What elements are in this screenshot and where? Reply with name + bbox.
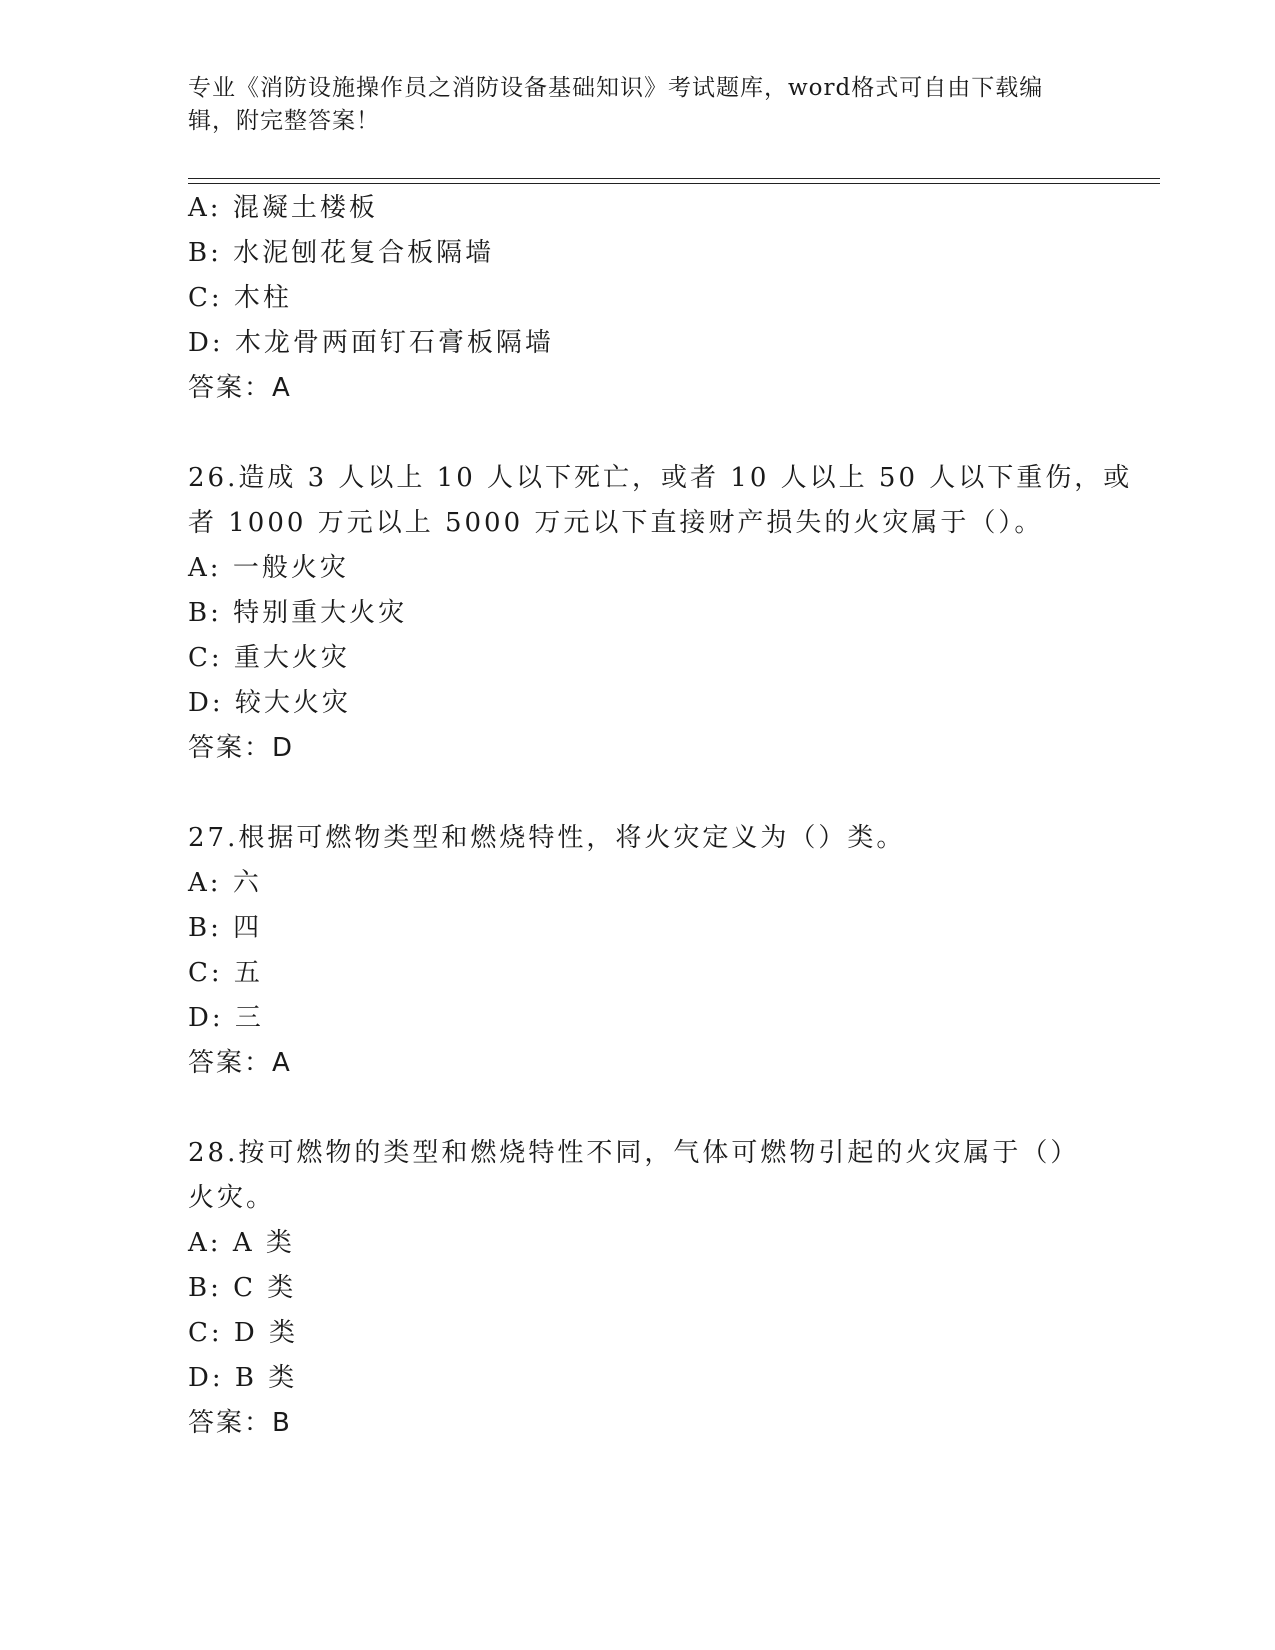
option-d: D: 三 xyxy=(188,1003,264,1033)
question-28-text-cont: 火灾。 xyxy=(188,1183,276,1213)
option-a: A: A 类 xyxy=(188,1228,295,1258)
answer-line: 答案：A xyxy=(188,373,292,403)
option-b: B: 四 xyxy=(188,913,263,943)
option-c: C: 木柱 xyxy=(188,283,292,313)
option-a: A: 一般火灾 xyxy=(188,553,349,583)
option-a: A: 六 xyxy=(188,868,262,898)
option-b: B: 水泥刨花复合板隔墙 xyxy=(188,238,495,268)
option-c: C: D 类 xyxy=(188,1318,299,1348)
header-divider-lower xyxy=(188,183,1160,184)
option-c: C: 五 xyxy=(188,958,263,988)
option-d: D: 木龙骨两面钉石膏板隔墙 xyxy=(188,328,554,358)
option-c: C: 重大火灾 xyxy=(188,643,350,673)
header-divider xyxy=(188,178,1160,179)
option-b: B: C 类 xyxy=(188,1273,297,1303)
option-b: B: 特别重大火灾 xyxy=(188,598,408,628)
answer-line: 答案：A xyxy=(188,1048,292,1078)
question-27-text: 27.根据可燃物类型和燃烧特性，将火灾定义为（）类。 xyxy=(188,823,906,853)
question-28-text: 28.按可燃物的类型和燃烧特性不同，气体可燃物引起的火灾属于（） xyxy=(188,1138,1080,1168)
question-26-text-cont: 者 1000 万元以上 5000 万元以下直接财产损失的火灾属于（）。 xyxy=(188,508,1044,538)
answer-line: 答案：B xyxy=(188,1408,292,1438)
option-d: D: 较大火灾 xyxy=(188,688,351,718)
option-a: A: 混凝土楼板 xyxy=(188,193,378,223)
document-header: 专业《消防设施操作员之消防设备基础知识》考试题库，word格式可自由下载编辑，附完整答案！ xyxy=(188,75,1044,134)
option-d: D: B 类 xyxy=(188,1363,298,1393)
answer-line: 答案：D xyxy=(188,733,295,763)
question-26-text: 26.造成 3 人以上 10 人以下死亡，或者 10 人以上 50 人以下重伤，或 xyxy=(188,463,1133,493)
